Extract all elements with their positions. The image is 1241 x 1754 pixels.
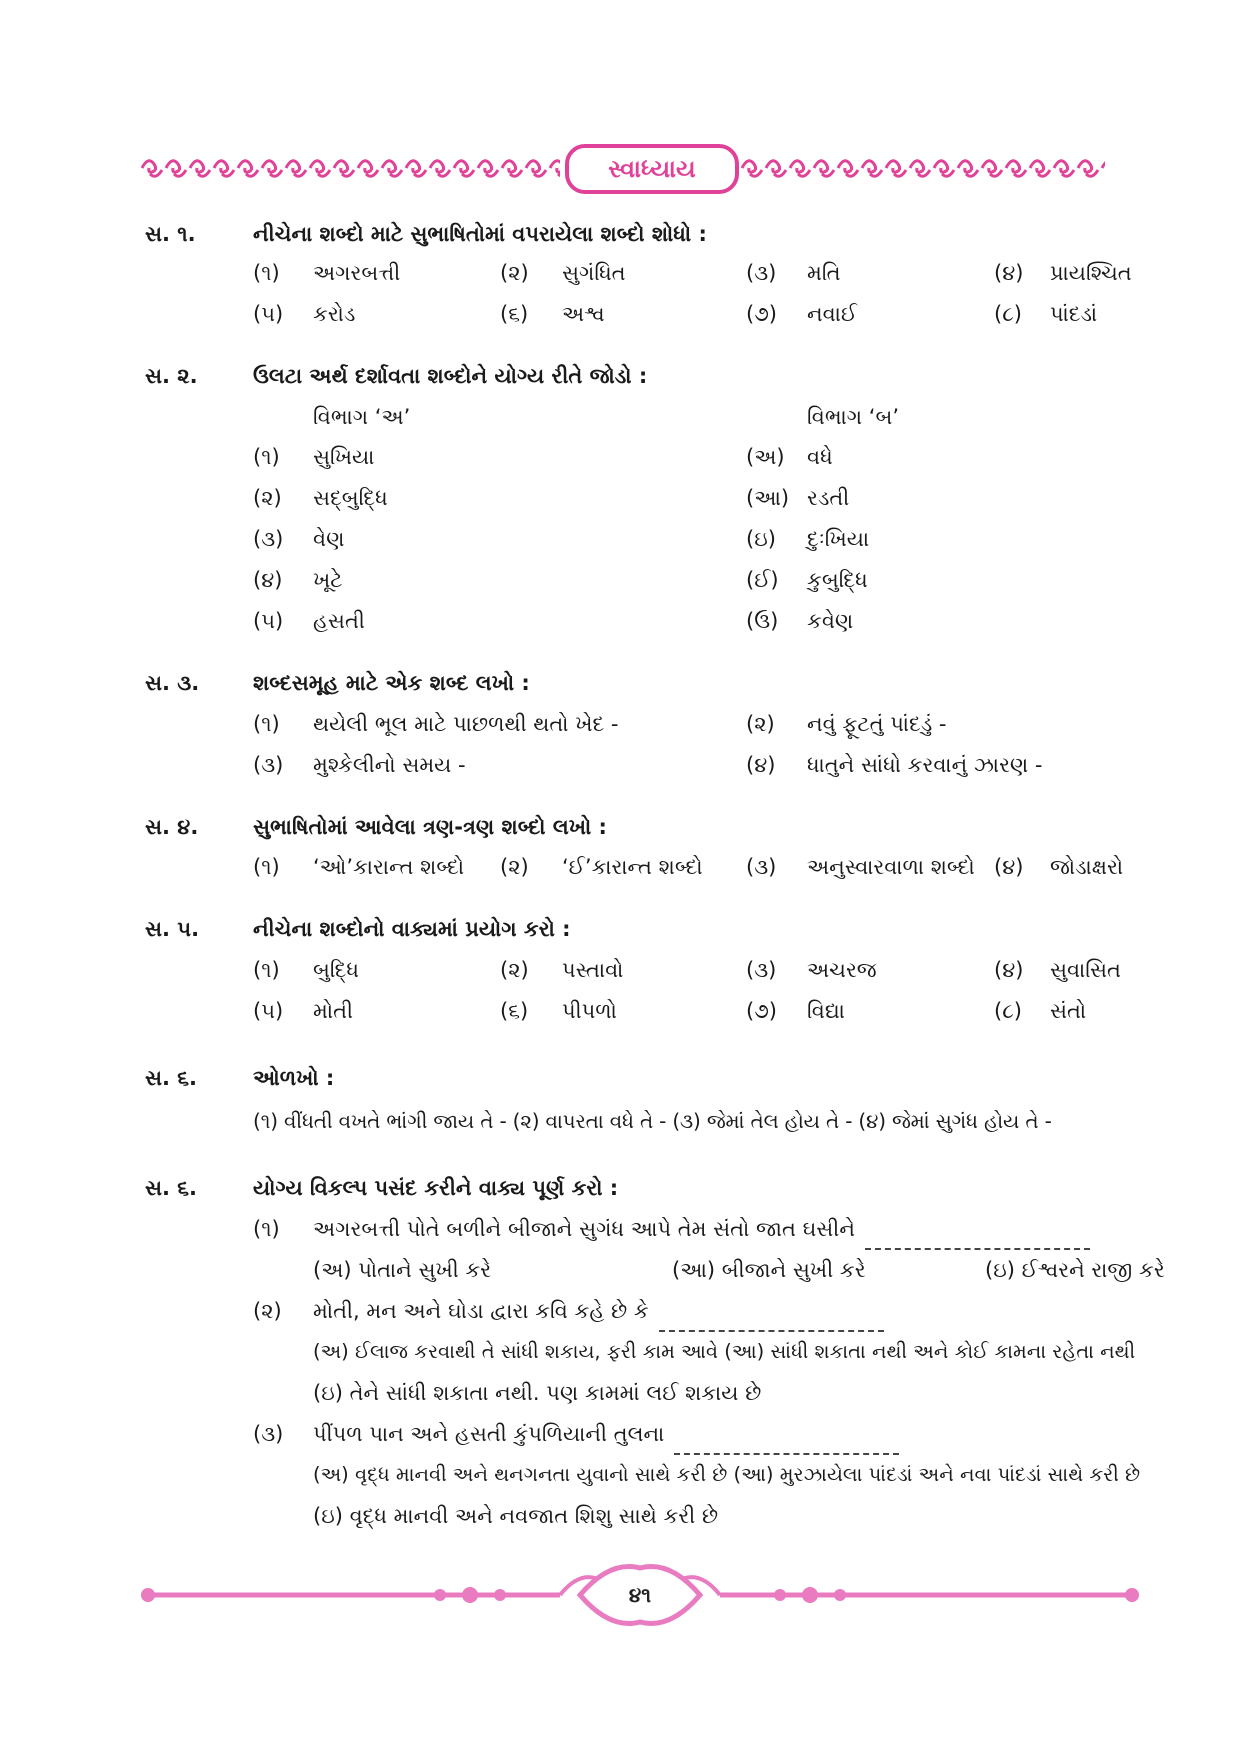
q2-a-num: (૨) — [253, 486, 282, 510]
q1-item-num: (૬) — [500, 302, 529, 326]
q3-item: નવું ફૂટતું પાંદડું - — [807, 712, 947, 736]
q1-item-num: (૪) — [994, 261, 1024, 285]
q7-s1-option: (ઇ) ઈશ્વરને રાજી કરે — [985, 1258, 1165, 1282]
q3-item: ધાતુને સાંધો કરવાનું ઝારણ - — [807, 753, 1043, 777]
q4-item: અનુસ્વારવાળા શબ્દો — [807, 855, 975, 879]
q5-item: સુવાસિત — [1050, 958, 1121, 982]
q4-label: સ. ૪. — [145, 815, 199, 839]
section-title-banner — [565, 144, 739, 194]
q5-text: નીચેના શબ્દોનો વાક્યમાં પ્રયોગ કરો : — [253, 917, 571, 941]
q5-item-num: (૮) — [994, 999, 1022, 1023]
q7-label: સ. ૬. — [145, 1176, 198, 1200]
q5-item: બુદ્ધિ — [313, 958, 359, 982]
q4-text: સુભાષિતોમાં આવેલા ત્રણ-ત્રણ શબ્દો લખો : — [253, 815, 607, 839]
q5-item-num: (૬) — [500, 999, 529, 1023]
q3-text: શબ્દસમૂહ માટે એક શબ્દ લખો : — [253, 671, 530, 695]
q4-item: જોડાક્ષરો — [1050, 855, 1124, 879]
q2-text: ઉલટા અર્થ દર્શાવતા શબ્દોને યોગ્ય રીતે જોડો : — [253, 364, 648, 388]
q1-item: સુગંધિત — [562, 261, 626, 285]
q7-s3-sentence: પીંપળ પાન અને હસતી કુંપળિયાની તુલના — [313, 1422, 665, 1446]
q3-item: મુશ્કેલીનો સમય - — [313, 753, 466, 777]
q1-item: પ્રાયશ્ચિત — [1050, 261, 1132, 285]
q4-item-num: (૩) — [746, 855, 777, 879]
q1-item-num: (૩) — [746, 261, 777, 285]
q4-item: ‘ઓ’કારાન્ત શબ્દો — [313, 855, 465, 879]
q5-item: સંતો — [1050, 999, 1087, 1023]
q7-s1-text — [313, 1215, 1090, 1250]
q1-item-num: (૫) — [253, 302, 284, 326]
q1-item: અશ્વ — [562, 302, 605, 326]
q1-item-num: (૭) — [746, 302, 777, 326]
q5-label: સ. ૫. — [145, 917, 200, 941]
q7-s1-option: (આ) બીજાને સુખી કરે — [672, 1258, 866, 1282]
q2-a-item: સુખિયા — [313, 445, 375, 469]
q4-item-num: (૪) — [994, 855, 1024, 879]
q2-a-item: ખૂટે — [313, 568, 343, 592]
q2-b-item: વધે — [807, 445, 833, 469]
q5-item-num: (૧) — [253, 958, 280, 982]
q3-item-num: (૨) — [746, 712, 775, 736]
section-title: સ્વાધ્યાય — [608, 155, 696, 183]
q1-item-num: (૮) — [994, 302, 1022, 326]
q1-item-num: (૨) — [500, 261, 529, 285]
q6-label: સ. ૬. — [145, 1066, 198, 1090]
q1-item: નવાઈ — [807, 302, 858, 326]
q1-item-num: (૧) — [253, 261, 280, 285]
q3-item-num: (૪) — [746, 753, 776, 777]
q3-label: સ. ૩. — [145, 671, 200, 695]
q1-item: મતિ — [807, 261, 841, 285]
q1-item: કરોડ — [313, 302, 356, 326]
q3-item-num: (૧) — [253, 712, 280, 736]
q2-a-item: વેણ — [313, 527, 345, 551]
q5-item: પીપળો — [562, 999, 617, 1023]
q5-item-num: (૩) — [746, 958, 777, 982]
q2-a-num: (૪) — [253, 568, 283, 592]
q1-label: સ. ૧. — [145, 222, 196, 246]
q2-b-item: કવેણ — [807, 609, 854, 633]
q7-s1-option: (અ) પોતાને સુખી કરે — [313, 1258, 492, 1282]
q2-column-a-heading: વિભાગ ‘અ’ — [313, 405, 411, 429]
q7-s2-num: (૨) — [253, 1299, 282, 1323]
q1-item: અગરબત્તી — [313, 261, 401, 285]
q2-b-num: (આ) — [746, 486, 790, 510]
q5-item: અચરજ — [807, 958, 877, 982]
answer-blank — [674, 1435, 899, 1455]
q5-item-num: (૨) — [500, 958, 529, 982]
q1-text: નીચેના શબ્દો માટે સુભાષિતોમાં વપરાયેલા શબ્દો શોધો : — [253, 222, 707, 246]
q3-item: થયેલી ભૂલ માટે પાછળથી થતો ખેદ - — [313, 712, 619, 736]
q7-s1-num: (૧) — [253, 1217, 280, 1241]
q2-a-item: હસતી — [313, 609, 365, 633]
q2-a-item: સદ્બુદ્ધિ — [313, 486, 388, 510]
q7-s3-num: (૩) — [253, 1422, 284, 1446]
q2-b-num: (ઈ) — [746, 568, 779, 592]
q5-item-num: (૫) — [253, 999, 284, 1023]
q2-b-item: રડતી — [807, 486, 850, 510]
q2-a-num: (૫) — [253, 609, 284, 633]
answer-blank — [865, 1230, 1090, 1250]
q7-s2-sentence: મોતી, મન અને ઘોડા દ્વારા કવિ કહે છે કે — [313, 1299, 649, 1323]
q2-label: સ. ૨. — [145, 364, 198, 388]
q2-b-item: દુઃખિયા — [807, 527, 870, 551]
answer-blank — [659, 1312, 884, 1332]
q1-item: પાંદડાં — [1050, 302, 1098, 326]
q2-a-num: (૩) — [253, 527, 284, 551]
q7-s2-option: (ઇ) તેને સાંધી શકાતા નથી. પણ કામમાં લઈ શકાય છે — [313, 1381, 762, 1405]
q7-s2-text — [313, 1297, 884, 1332]
q6-line: (૧) વીંધતી વખતે ભાંગી જાય તે - (૨) વાપરતા વધે તે - (૩) જેમાં તેલ હોય તે - (૪) જેમાં સુગંધ હોય તે - — [253, 1109, 1052, 1133]
q2-b-num: (અ) — [746, 445, 785, 469]
q5-item: મોતી — [313, 999, 354, 1023]
q6-text: ઓળખો : — [253, 1066, 335, 1090]
q5-item: પસ્તાવો — [562, 958, 624, 982]
q5-item-num: (૭) — [746, 999, 777, 1023]
page-number: ૪૧ — [628, 1583, 652, 1607]
q7-s2-option: (અ) ઈલાજ કરવાથી તે સાંધી શકાય, ફરી કામ આવે (આ) સાંધી શકાતા નથી અને કોઈ કામના રહેતા નથી — [313, 1340, 1136, 1363]
q4-item: ‘ઈ’કારાન્ત શબ્દો — [562, 855, 703, 879]
q7-s3-option: (અ) વૃદ્ધ માનવી અને થનગનતા યુવાનો સાથે કરી છે (આ) મુરઝાયેલા પાંદડાં અને નવા પાંદડાં સાથે કરી છે — [313, 1463, 1141, 1486]
q7-s3-option: (ઇ) વૃદ્ધ માનવી અને નવજાત શિશુ સાથે કરી છે — [313, 1504, 719, 1528]
q5-item: વિદ્યા — [807, 999, 845, 1023]
q7-text: યોગ્ય વિકલ્પ પસંદ કરીને વાક્ય પૂર્ણ કરો : — [253, 1176, 619, 1200]
q2-a-num: (૧) — [253, 445, 280, 469]
q2-b-num: (ઉ) — [746, 609, 779, 633]
q4-item-num: (૧) — [253, 855, 280, 879]
q2-b-num: (ઇ) — [746, 527, 776, 551]
q4-item-num: (૨) — [500, 855, 529, 879]
q7-s3-text — [313, 1420, 899, 1455]
q7-s1-sentence: અગરબત્તી પોતે બળીને બીજાને સુગંધ આપે તેમ સંતો જાત ઘસીને — [313, 1217, 855, 1241]
q3-item-num: (૩) — [253, 753, 284, 777]
q2-b-item: કુબુદ્ધિ — [807, 568, 868, 592]
q2-column-b-heading: વિભાગ ‘બ’ — [807, 405, 899, 429]
q5-item-num: (૪) — [994, 958, 1024, 982]
